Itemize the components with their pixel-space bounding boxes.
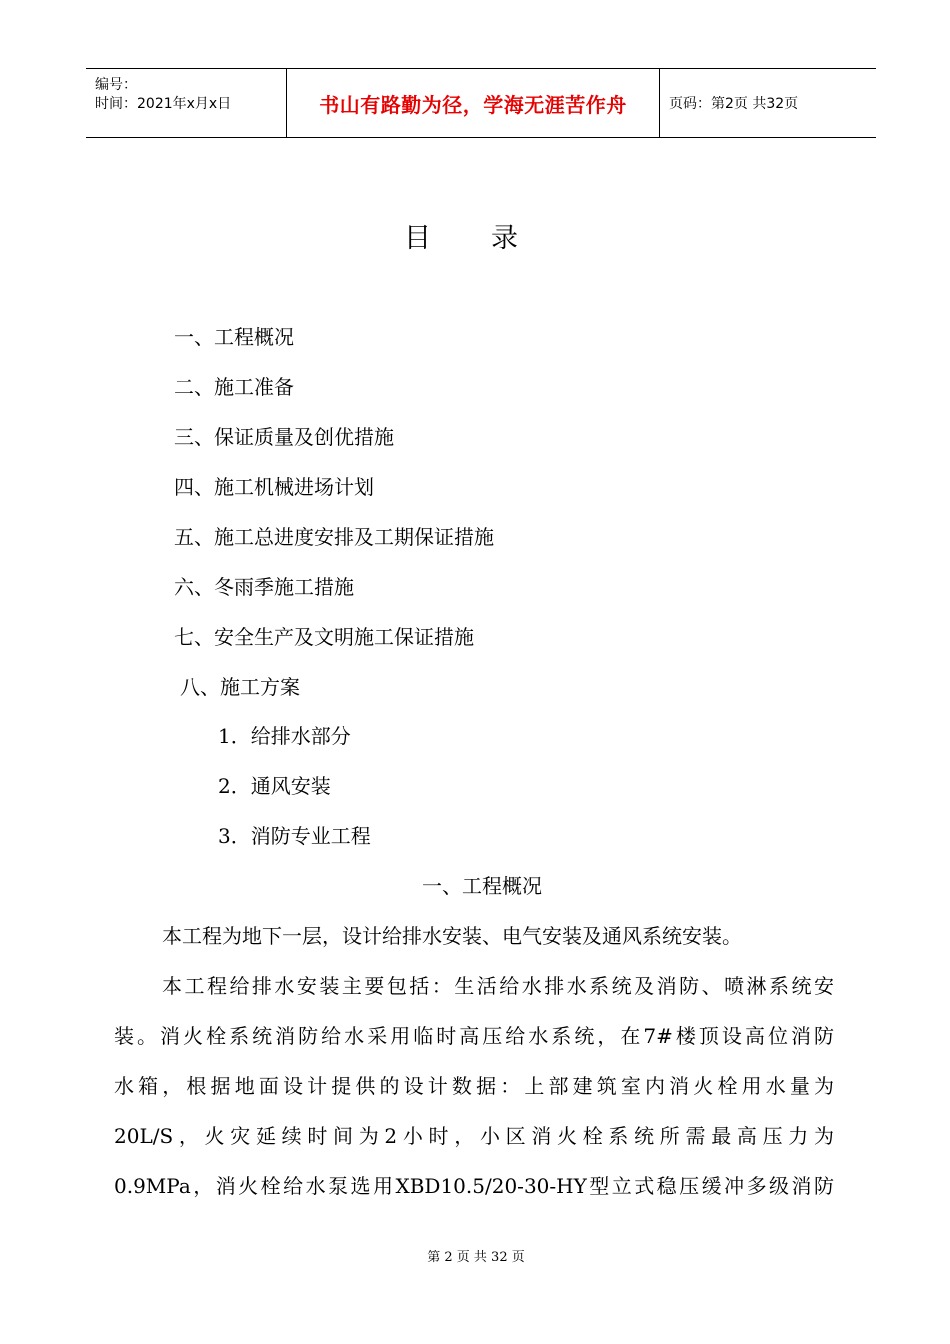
toc-title [0, 216, 924, 255]
header-motto-cell [287, 69, 660, 137]
header-page-label: 页码：第2页 共32页 [669, 96, 799, 112]
header-page-cell [660, 69, 876, 137]
paragraph-line: 水箱，根据地面设计提供的设计数据：上部建筑室内消火栓用水量为 [114, 1074, 834, 1098]
toc-subitem: 1．给排水部分 [218, 724, 351, 748]
header-motto: 书山有路勤为径，学海无涯苦作舟 [319, 92, 627, 117]
toc-item: 一、工程概况 [174, 325, 294, 349]
paragraph-line: 本工程为地下一层，设计给排水安装、电气安装及通风系统安装。 [162, 924, 742, 948]
toc-item: 七、安全生产及文明施工保证措施 [174, 625, 474, 649]
toc-item: 四、施工机械进场计划 [174, 475, 374, 499]
time-label: 时间：2021年x月x日 [95, 96, 232, 112]
paragraph-line: 本工程给排水安装主要包括：生活给水排水系统及消防、喷淋系统安 [162, 974, 834, 998]
toc-item: 六、冬雨季施工措施 [174, 575, 354, 599]
toc-subitem: 3．消防专业工程 [218, 824, 371, 848]
toc-item: 八、施工方案 [180, 675, 300, 699]
toc-title-char-2: 录 [491, 223, 520, 254]
paragraph-line: 装。消火栓系统消防给水采用临时高压给水系统，在7#楼顶设高位消防 [114, 1024, 834, 1048]
toc-title-char-1: 目 [404, 223, 433, 254]
header-meta [86, 69, 287, 137]
number-label: 编号： [95, 77, 137, 93]
section-heading: 一、工程概况 [422, 874, 542, 898]
toc-item: 二、施工准备 [174, 375, 294, 399]
page-header [86, 68, 876, 138]
paragraph-line: 0.9MPa，消火栓给水泵选用XBD10.5/20-30-HY型立式稳压缓冲多级消防 [114, 1174, 834, 1198]
page-footer: 第 2 页 共 32 页 [427, 1250, 525, 1265]
toc-item: 三、保证质量及创优措施 [174, 425, 394, 449]
paragraph-line: 20L/S，火灾延续时间为2小时，小区消火栓系统所需最高压力为 [114, 1124, 834, 1148]
toc-subitem: 2．通风安装 [218, 774, 331, 798]
toc-item: 五、施工总进度安排及工期保证措施 [174, 525, 494, 549]
